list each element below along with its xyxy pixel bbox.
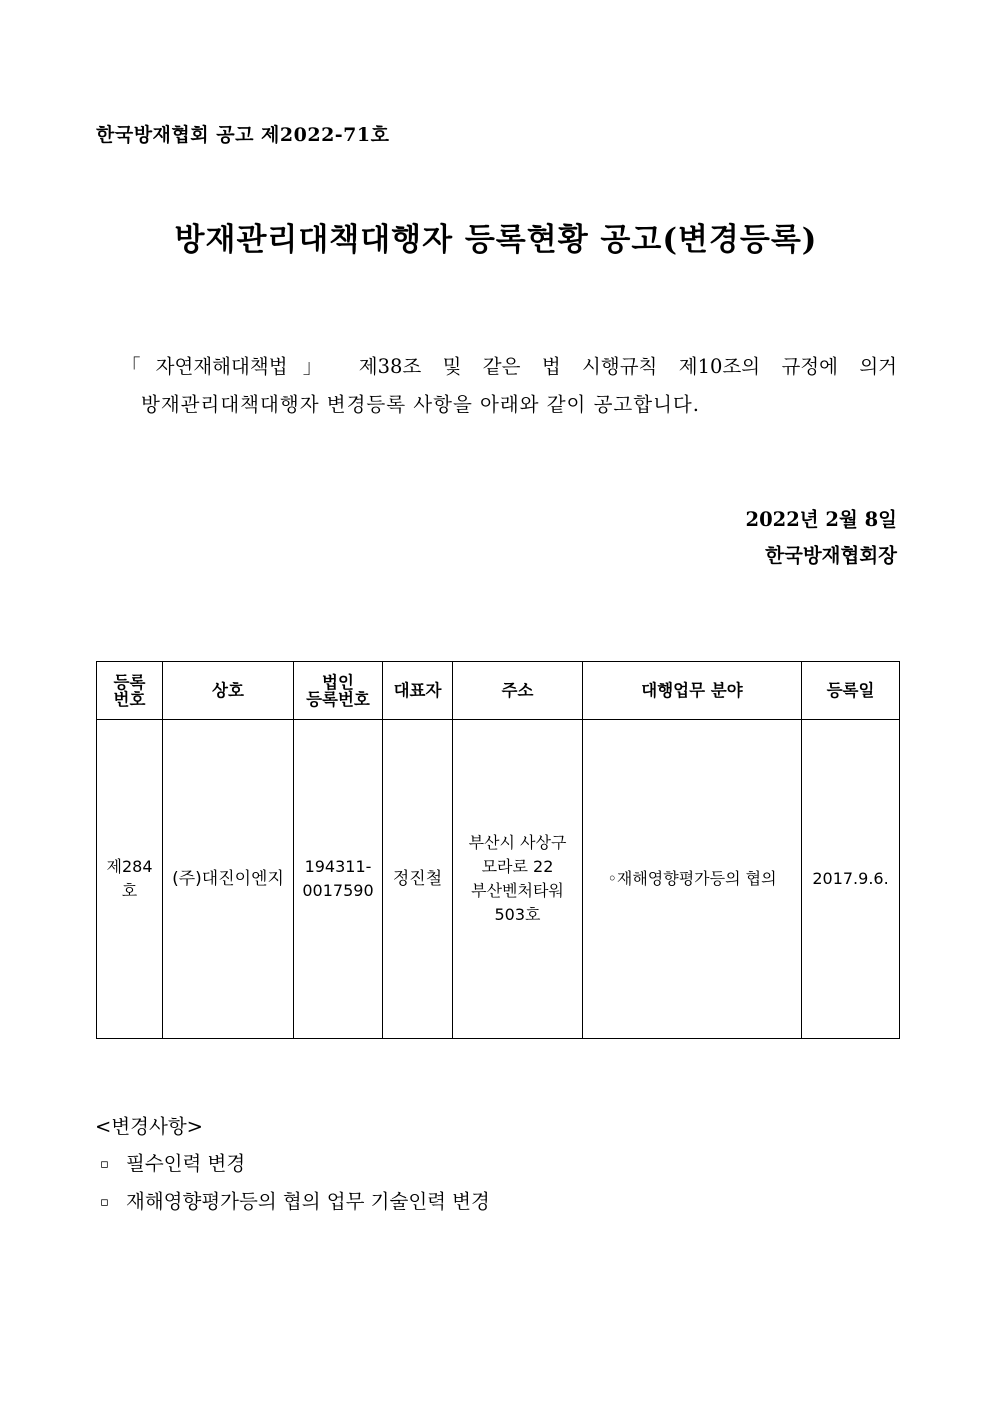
header-reg-no	[97, 662, 163, 720]
list-item-text: 필수인력 변경	[126, 1152, 246, 1175]
cell-address-line-3: 부산벤처타워	[471, 881, 564, 900]
cell-address-line-1: 부산시 사상구	[468, 833, 567, 852]
cell-address	[453, 720, 583, 1039]
changes-heading: <변경사항>	[95, 1115, 204, 1138]
date-issuer-block	[746, 502, 898, 574]
notice-number: 한국방재협회 공고 제2022-71호	[96, 124, 390, 146]
cell-corp-no	[294, 720, 383, 1039]
square-bullet-icon: ▫	[100, 1195, 109, 1210]
list-item	[95, 1183, 490, 1221]
cell-address-line-2: 모라로 22	[481, 857, 554, 876]
cell-reg-no: 제284호	[97, 720, 163, 1039]
header-reg-no-line-1: 등록	[113, 672, 146, 692]
registration-table	[96, 661, 900, 1039]
list-item-text: 재해영향평가등의 협의 업무 기술인력 변경	[126, 1190, 490, 1213]
table-header-row	[97, 662, 900, 720]
header-company: 상호	[163, 662, 294, 720]
cell-company: (주)대진이엔지	[163, 720, 294, 1039]
changes-section	[95, 1108, 490, 1221]
notice-date: 2022년 2월 8일	[745, 508, 897, 531]
header-corp-no-line-1: 법인	[322, 672, 354, 692]
header-corp-no-line-2: 등록번호	[306, 689, 370, 709]
list-item	[95, 1145, 490, 1183]
notice-body-line-1: 「자연재해대책법」 제38조 및 같은 법 시행규칙 제10조의 규정에 의거	[121, 355, 897, 378]
header-reg-date: 등록일	[802, 662, 900, 720]
header-address: 주소	[453, 662, 583, 720]
cell-representative: 정진철	[383, 720, 453, 1039]
cell-corp-no-line-1: 194311-	[304, 857, 372, 876]
header-business-field: 대행업무 분야	[583, 662, 802, 720]
cell-corp-no-line-2: 0017590	[302, 881, 374, 900]
header-reg-no-line-2: 번호	[113, 689, 146, 709]
page-title: 방재관리대책대행자 등록현황 공고(변경등록)	[174, 222, 818, 258]
cell-business-field: ◦재해영향평가등의 협의	[583, 720, 802, 1039]
header-corp-no	[294, 662, 383, 720]
notice-body	[121, 348, 897, 424]
square-bullet-icon: ▫	[100, 1157, 109, 1172]
notice-body-line-2: 방재관리대책대행자 변경등록 사항을 아래와 같이 공고합니다.	[141, 393, 700, 416]
cell-reg-date: 2017.9.6.	[802, 720, 900, 1039]
table-row	[97, 720, 900, 1039]
issuer-name: 한국방재협회장	[765, 544, 897, 567]
cell-address-line-4: 503호	[494, 905, 541, 924]
header-representative: 대표자	[383, 662, 453, 720]
